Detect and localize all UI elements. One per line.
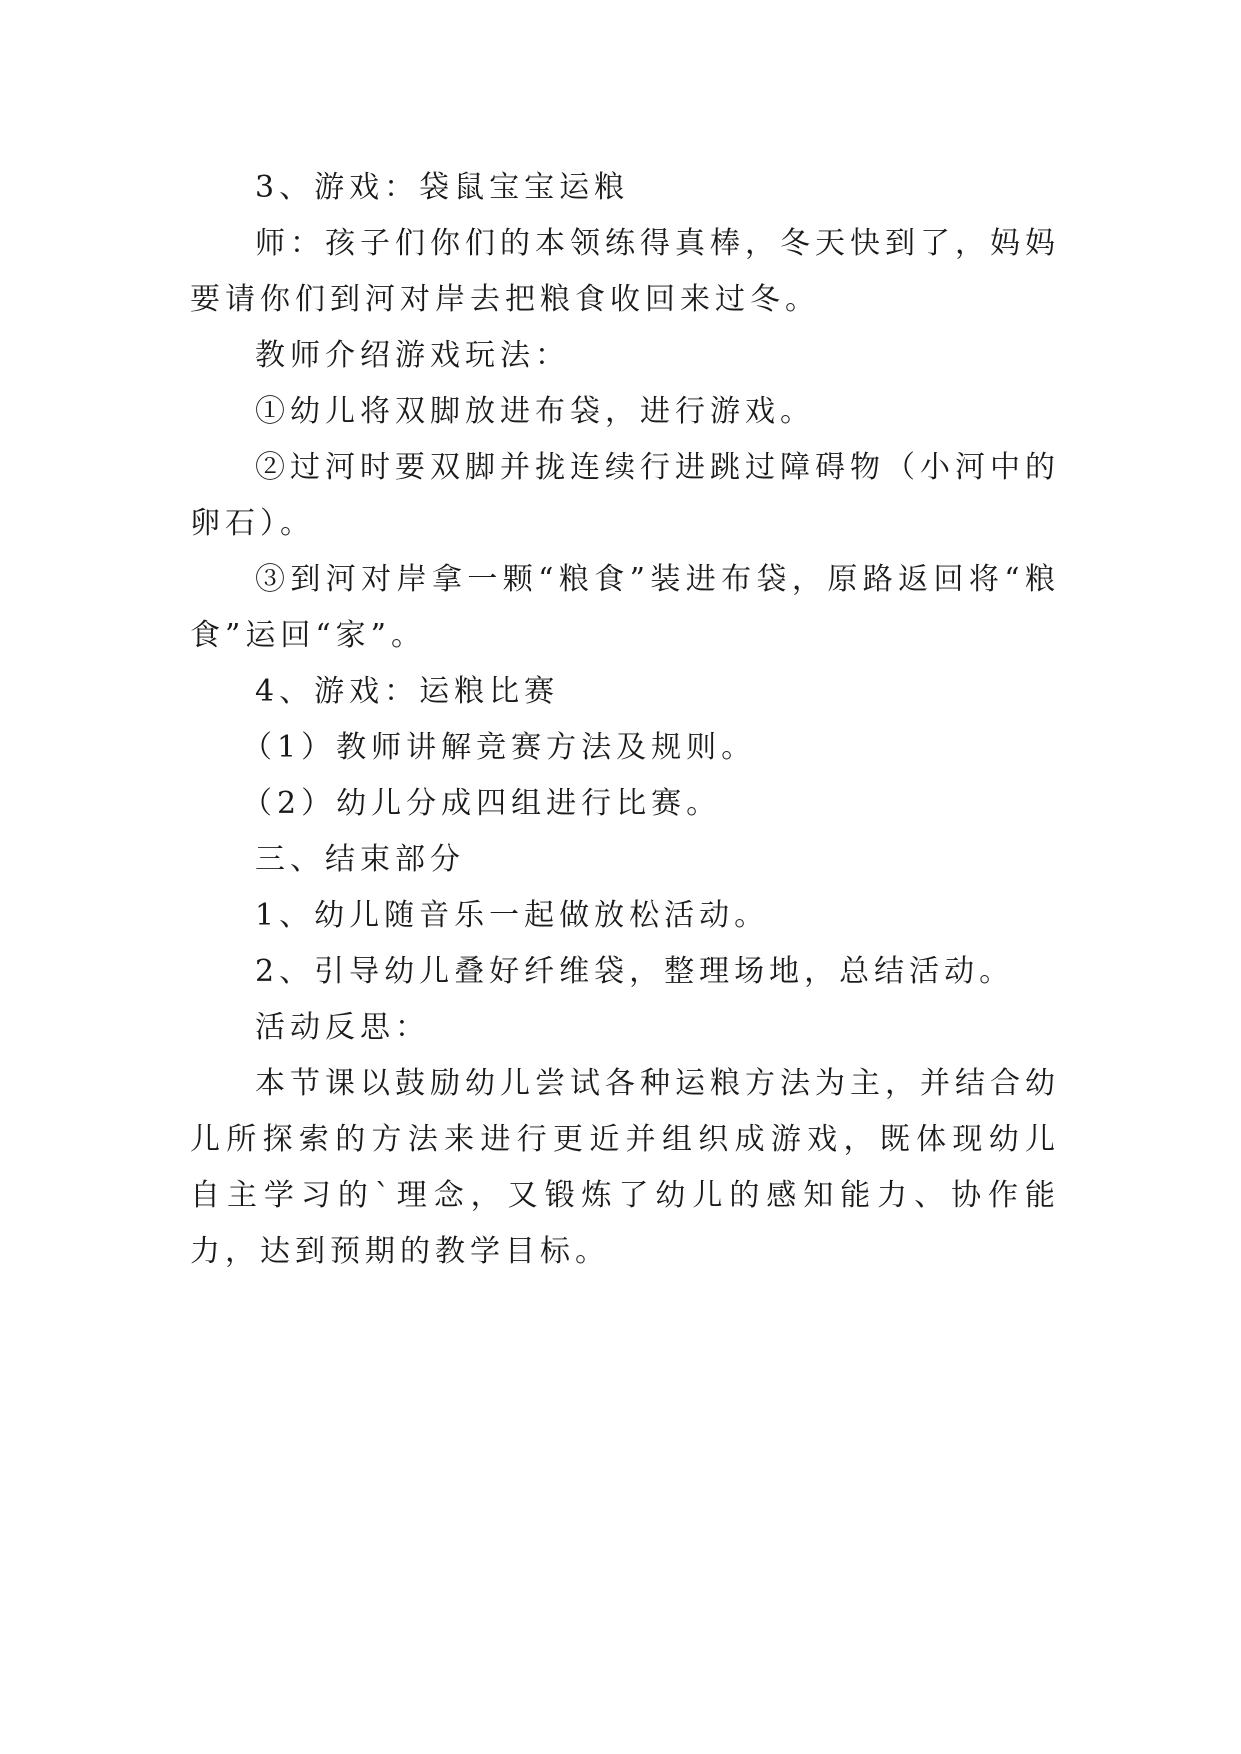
game-rule-1: ①幼儿将双脚放进布袋，进行游戏。 [255, 394, 815, 429]
closing-step-1: 1、幼儿随音乐一起做放松活动。 [255, 898, 770, 933]
game-rule-2: ②过河时要双脚并拢连续行进跳过障碍物（小河中的卵石）。 [190, 450, 1060, 541]
closing-step-2: 2、引导幼儿叠好纤维袋，整理场地，总结活动。 [255, 954, 1015, 989]
reflection-heading: 活动反思： [255, 1010, 430, 1045]
section-heading-game-4: 4、游戏：运粮比赛 [255, 674, 560, 709]
section-heading-closing: 三、结束部分 [255, 842, 465, 877]
section-heading-game-3: 3、游戏：袋鼠宝宝运粮 [255, 170, 630, 205]
document-body [190, 160, 1060, 1280]
game-rule-3: ③到河对岸拿一颗“粮食”装进布袋，原路返回将“粮食”运回“家”。 [190, 562, 1060, 653]
competition-step-2: （2）幼儿分成四组进行比赛。 [242, 786, 722, 821]
reflection-body: 本节课以鼓励幼儿尝试各种运粮方法为主，并结合幼儿所探索的方法来进行更近并组织成游戏，既体现幼儿自主学习的`理念，又锻炼了幼儿的感知能力、协作能力，达到预期的教学目标。 [190, 1066, 1060, 1269]
game-rules-heading: 教师介绍游戏玩法： [255, 338, 570, 373]
teacher-dialogue: 师：孩子们你们的本领练得真棒，冬天快到了，妈妈要请你们到河对岸去把粮食收回来过冬。 [190, 226, 1060, 317]
competition-step-1: （1）教师讲解竞赛方法及规则。 [242, 730, 757, 765]
